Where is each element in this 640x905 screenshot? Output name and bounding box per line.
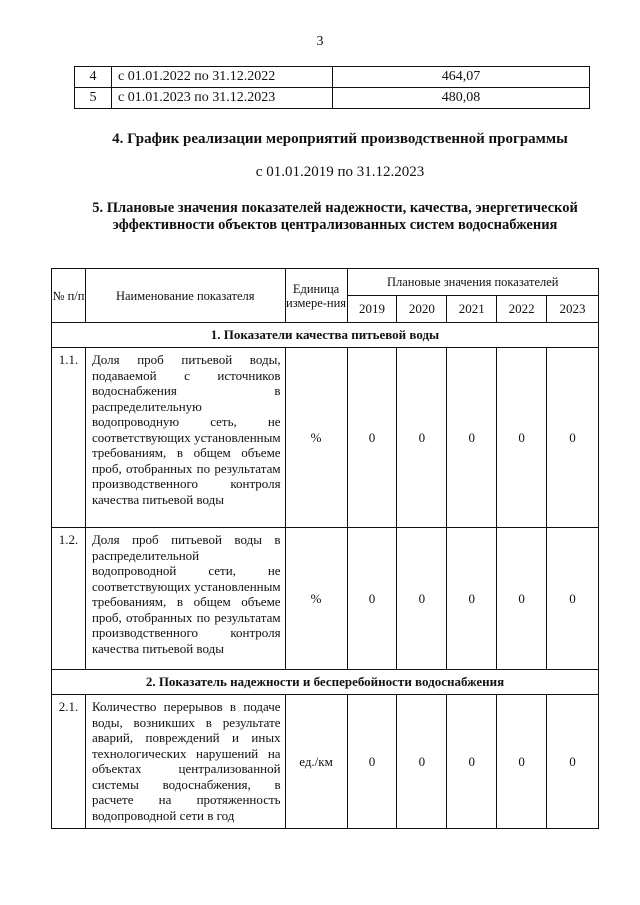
table-row (75, 67, 590, 88)
indicator-number: 1.2. (52, 528, 86, 670)
section-row (52, 670, 599, 695)
section-4-heading: 4. График реализации мероприятий производственной программы (112, 131, 568, 147)
indicator-number: 1.1. (52, 348, 86, 528)
indicator-value: 0 (397, 528, 447, 670)
header-planned: Плановые значения показателей (347, 269, 599, 296)
indicator-value: 0 (497, 348, 547, 528)
header-year: 2021 (447, 296, 497, 323)
header-name: Наименование показателя (85, 269, 285, 323)
table-row (52, 528, 599, 670)
row-number: 4 (75, 67, 112, 88)
indicator-value: 0 (397, 348, 447, 528)
table-header-row (52, 269, 599, 296)
section-row (52, 323, 599, 348)
page-number: 3 (316, 34, 324, 49)
section-5-heading: 5. Плановые значения показателей надежности, качества, энергетической эффективности объектов централизованных систем водоснабжения (92, 200, 578, 233)
table-row (52, 348, 599, 528)
indicator-value: 0 (547, 695, 599, 829)
indicator-value: 0 (447, 695, 497, 829)
indicator-value: 0 (397, 695, 447, 829)
row-period: с 01.01.2023 по 31.12.2023 (112, 88, 333, 109)
section-4-period: с 01.01.2019 по 31.12.2023 (255, 164, 425, 180)
indicator-value: 0 (447, 348, 497, 528)
indicator-name: Доля проб питьевой воды, подаваемой с источников водоснабжения в распределительную водопроводную сеть, не соответствующих установленным требованиям, в общем объеме проб, отобранных по результатам производственного контроля качества питьевой воды (85, 348, 285, 528)
indicator-unit: % (285, 528, 347, 670)
indicators-table (51, 268, 599, 829)
section-title: 1. Показатели качества питьевой воды (52, 323, 599, 348)
indicator-number: 2.1. (52, 695, 86, 829)
table-row (52, 695, 599, 829)
indicator-name: Количество перерывов в подаче воды, возникших в результате аварий, повреждений и иных технологических нарушений на объектах централизованной системы водоснабжения, в расчете на протяженность водопроводной сети в год (85, 695, 285, 829)
indicator-value: 0 (497, 528, 547, 670)
indicator-value: 0 (347, 528, 397, 670)
indicator-name: Доля проб питьевой воды в распределительной водопроводной сети, не соответствующих установленным требованиям, в общем объеме проб, отобранных по результатам производственного контроля качества питьевой воды (85, 528, 285, 670)
section-title: 2. Показатель надежности и бесперебойности водоснабжения (52, 670, 599, 695)
header-year: 2020 (397, 296, 447, 323)
indicator-value: 0 (497, 695, 547, 829)
indicator-value: 0 (447, 528, 497, 670)
indicator-value: 0 (347, 695, 397, 829)
indicator-unit: % (285, 348, 347, 528)
tariff-periods-table (74, 66, 590, 109)
indicator-value: 0 (547, 528, 599, 670)
header-unit: Единица измере-ния (285, 269, 347, 323)
row-period: с 01.01.2022 по 31.12.2022 (112, 67, 333, 88)
table-row (75, 88, 590, 109)
header-year: 2019 (347, 296, 397, 323)
row-value: 464,07 (333, 67, 590, 88)
row-number: 5 (75, 88, 112, 109)
header-num: № п/п (52, 269, 86, 323)
row-value: 480,08 (333, 88, 590, 109)
header-year: 2022 (497, 296, 547, 323)
indicator-value: 0 (547, 348, 599, 528)
header-year: 2023 (547, 296, 599, 323)
indicator-unit: ед./км (285, 695, 347, 829)
indicator-value: 0 (347, 348, 397, 528)
